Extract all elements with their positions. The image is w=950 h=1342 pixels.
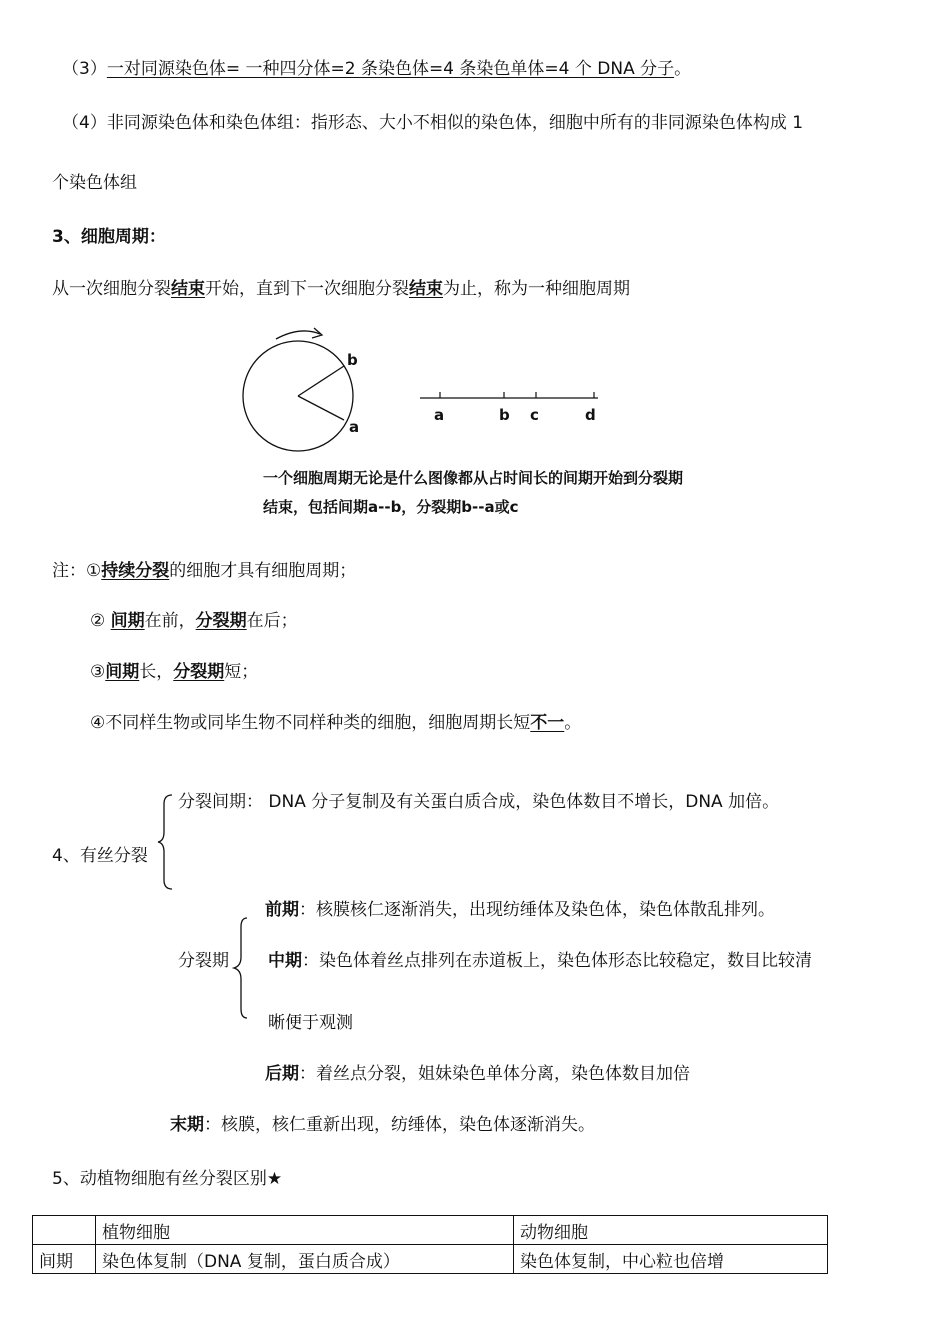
- line-label-a: a: [434, 406, 445, 424]
- note-3: ③间期长，分裂期短；: [90, 662, 259, 682]
- circle-label-b: b: [347, 351, 358, 369]
- section-heading-mitosis: 4、有丝分裂: [52, 846, 148, 866]
- metaphase: 中期：染色体着丝点排列在赤道板上，染色体形态比较稳定，数目比较清: [268, 951, 812, 971]
- circle-label-a: a: [349, 418, 360, 436]
- telophase: 末期：核膜，核仁重新出现，纺缍体，染色体逐渐消失。: [170, 1115, 595, 1135]
- table-header-cell: [33, 1216, 96, 1245]
- brace-icon: [231, 915, 251, 1021]
- emphasis-end: 结束: [409, 279, 443, 299]
- item-number: （3）: [62, 59, 107, 79]
- table-cell: 染色体复制（DNA 复制，蛋白质合成）: [96, 1245, 514, 1274]
- brace-icon: [156, 792, 178, 892]
- radius-b: [298, 366, 344, 396]
- note-1: 注：①持续分裂的细胞才具有细胞周期；: [52, 561, 357, 581]
- cell-cycle-line-diagram: [418, 388, 602, 402]
- line-label-d: d: [585, 406, 596, 424]
- table-header-cell: 植物细胞: [96, 1216, 514, 1245]
- line-label-c: c: [530, 406, 539, 424]
- figure-caption-line1: 一个细胞周期无论是什么图像都从占时间长的间期开始到分裂期: [263, 469, 684, 487]
- line-label-b: b: [499, 406, 510, 424]
- paragraph-homologous: （3）一对同源染色体= 一种四分体=2 条染色体=4 条染色单体=4 个 DNA 分子。: [62, 59, 692, 79]
- paragraph-non-homologous-cont: 个染色体组: [52, 173, 137, 193]
- paragraph-non-homologous: （4）非同源染色体和染色体组：指形态、大小不相似的染色体，细胞中所有的非同源染色体构成 1: [62, 113, 804, 133]
- radius-a: [298, 396, 344, 420]
- anaphase: 后期：着丝点分裂，姐妹染色单体分离，染色体数目加倍: [265, 1064, 690, 1084]
- table-header-cell: 动物细胞: [514, 1216, 828, 1245]
- metaphase-cont: 晰便于观测: [268, 1013, 353, 1033]
- table-cell: 染色体复制，中心粒也倍增: [514, 1245, 828, 1274]
- cell-cycle-definition: 从一次细胞分裂结束开始，直到下一次细胞分裂结束为止，称为一种细胞周期: [52, 279, 630, 299]
- underlined-statement: 一对同源染色体= 一种四分体=2 条染色体=4 条染色单体=4 个 DNA 分子: [106, 59, 675, 79]
- interphase-description: 分裂间期： DNA 分子复制及有关蛋白质合成，染色体数目不增长，DNA 加倍。: [178, 792, 780, 812]
- table-cell: 间期: [33, 1245, 96, 1274]
- note-2: ② 间期在前，分裂期在后；: [90, 611, 298, 631]
- prophase: 前期：核膜核仁逐渐消失，出现纺缍体及染色体，染色体散乱排列。: [265, 900, 775, 920]
- comparison-table: [32, 1215, 828, 1274]
- m-phase-label: 分裂期: [178, 951, 229, 971]
- section-heading-differences: 5、动植物细胞有丝分裂区别★: [52, 1169, 283, 1189]
- table-header-row: [33, 1216, 828, 1245]
- section-heading-cell-cycle: 3、细胞周期：: [52, 227, 166, 247]
- emphasis-end: 结束: [171, 279, 205, 299]
- table-row: [33, 1245, 828, 1274]
- figure-caption-line2: 结束，包括间期a--b，分裂期b--a或c: [263, 498, 519, 516]
- note-4: ④不同样生物或同毕生物不同样种类的细胞，细胞周期长短不一。: [90, 713, 582, 733]
